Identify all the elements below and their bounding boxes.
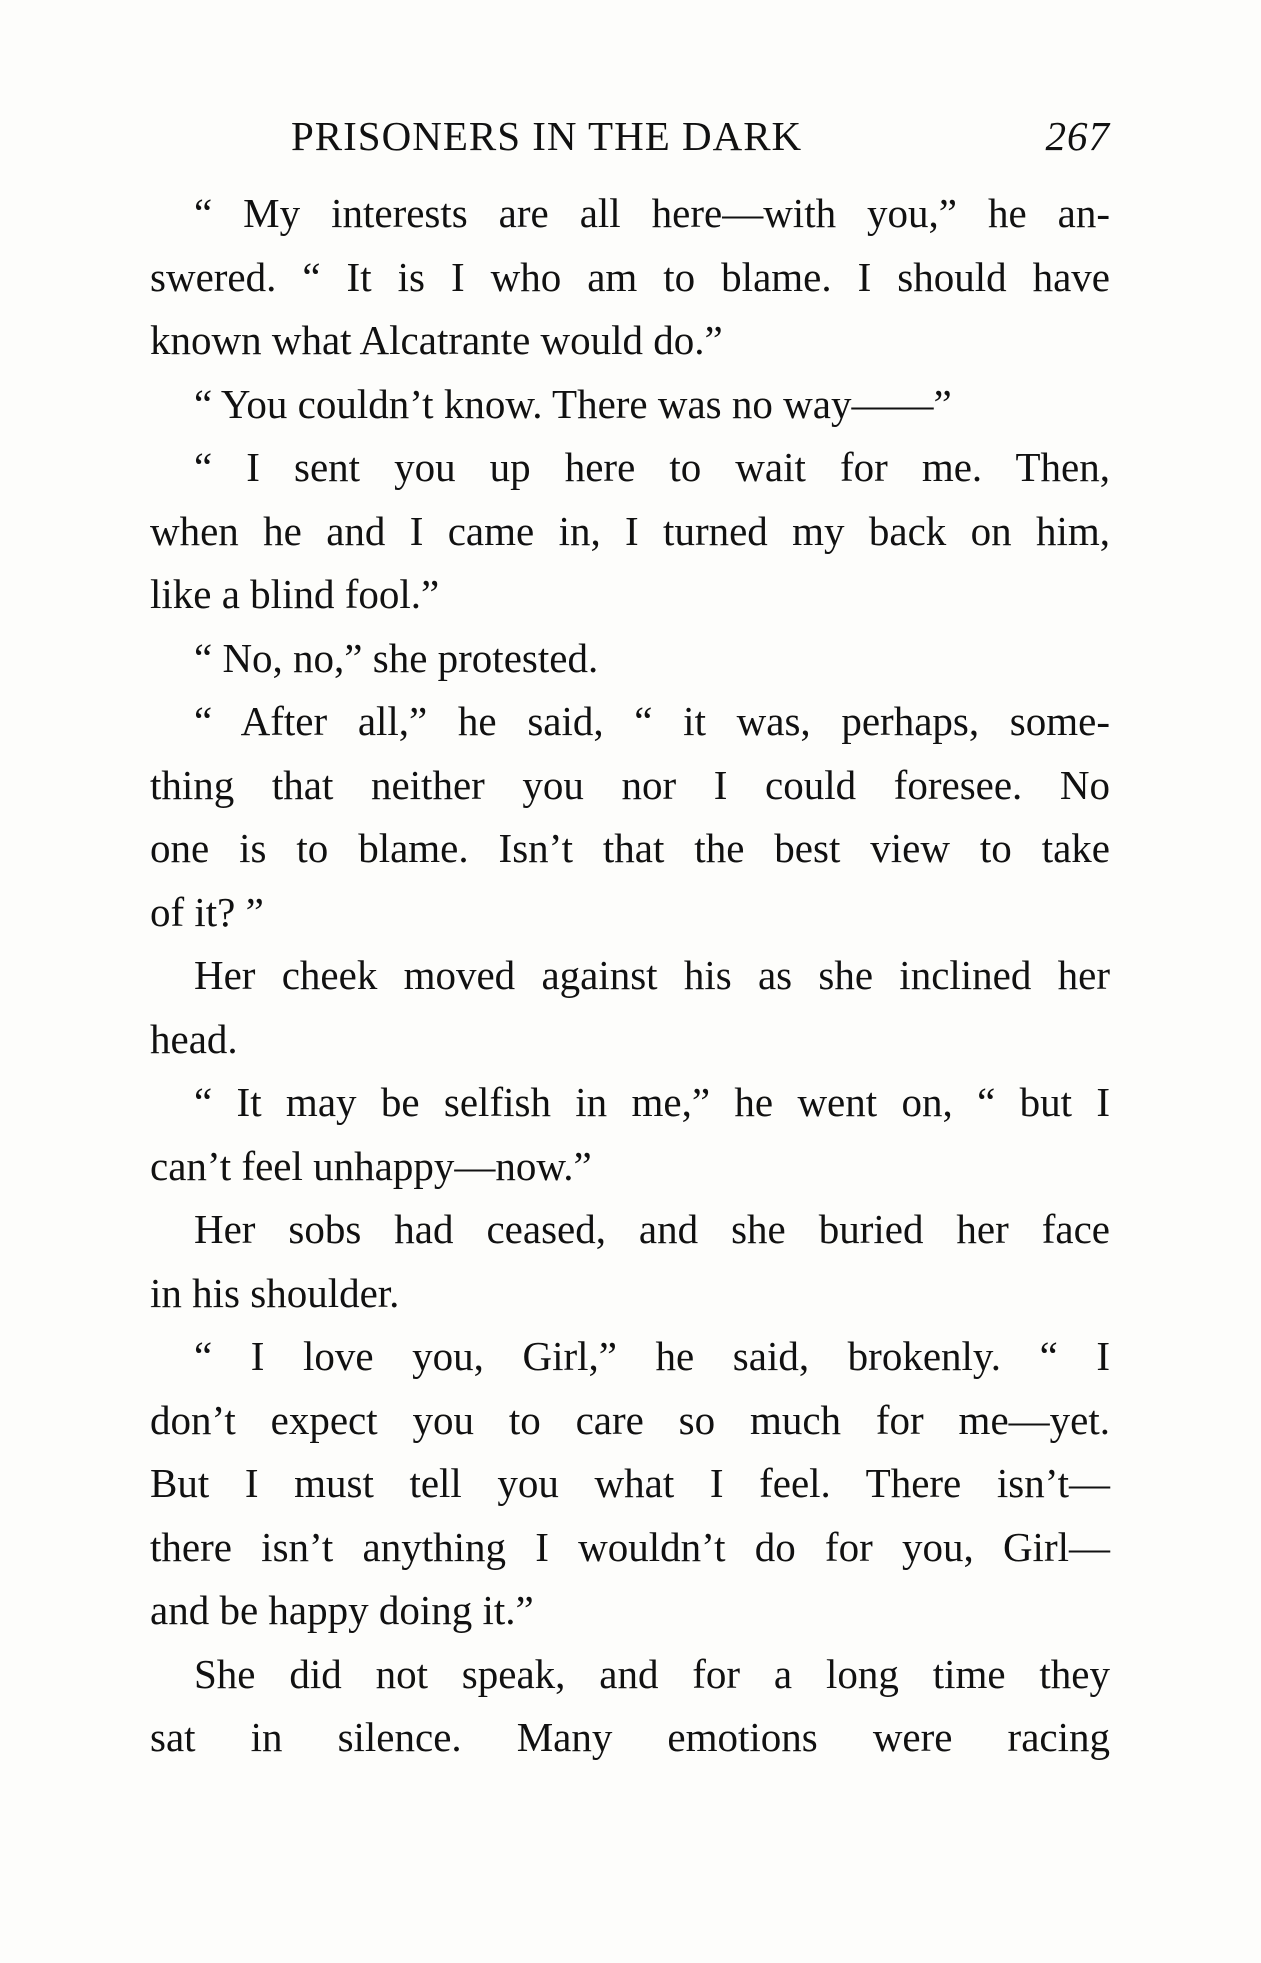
paragraph	[150, 1198, 1110, 1325]
text-line: “ You couldn’t know. There was no way——”	[194, 380, 952, 427]
running-head: PRISONERS IN THE DARK	[291, 113, 803, 159]
paragraph	[150, 1071, 1110, 1198]
page-number: 267	[1045, 113, 1110, 159]
text-line: head.	[150, 1015, 238, 1062]
text-line: sat in silence. Many emotions were racing	[150, 1714, 1110, 1760]
paragraph	[150, 690, 1110, 944]
text-line: when he and I came in, I turned my back on him,	[150, 507, 1110, 554]
text-line: don’t expect you to care so much for me—yet.	[150, 1396, 1110, 1443]
text-line: can’t feel unhappy—now.”	[150, 1142, 592, 1189]
text-line: one is to blame. Isn’t that the best view to take	[150, 825, 1110, 871]
text-line: Her cheek moved against his as she inclined her	[194, 952, 1110, 998]
text-line: there isn’t anything I wouldn’t do for you, Girl—	[150, 1523, 1110, 1570]
paragraph	[150, 1643, 1110, 1770]
text-line: “ No, no,” she protested.	[194, 634, 599, 681]
page-header	[150, 112, 1110, 172]
text-line: “ My interests are all here—with you,” he an-	[194, 190, 1110, 236]
paragraph	[150, 1325, 1110, 1643]
text-line: swered. “ It is I who am to blame. I should have	[150, 253, 1110, 300]
text-line: in his shoulder.	[150, 1269, 400, 1316]
body-text	[150, 182, 1110, 1770]
text-line: Her sobs had ceased, and she buried her face	[194, 1206, 1110, 1252]
text-line: of it? ”	[150, 888, 264, 935]
paragraph	[150, 627, 1110, 691]
text-line: and be happy doing it.”	[150, 1587, 534, 1633]
text-line: thing that neither you nor I could foresee. No	[150, 761, 1110, 808]
paragraph	[150, 182, 1110, 373]
paragraph	[150, 944, 1110, 1071]
text-line: “ It may be selfish in me,” he went on, “ but I	[194, 1079, 1110, 1125]
paragraph	[150, 373, 1110, 437]
text-line: “ I sent you up here to wait for me. Then,	[194, 444, 1110, 490]
text-line: like a blind fool.”	[150, 571, 440, 617]
text-line: She did not speak, and for a long time they	[194, 1650, 1110, 1697]
paragraph	[150, 436, 1110, 627]
text-line: known what Alcatrante would do.”	[150, 317, 723, 363]
text-line: “ After all,” he said, “ it was, perhaps, some-	[194, 698, 1110, 744]
text-line: But I must tell you what I feel. There isn’t—	[150, 1460, 1110, 1506]
text-line: “ I love you, Girl,” he said, brokenly. “ I	[194, 1333, 1110, 1379]
